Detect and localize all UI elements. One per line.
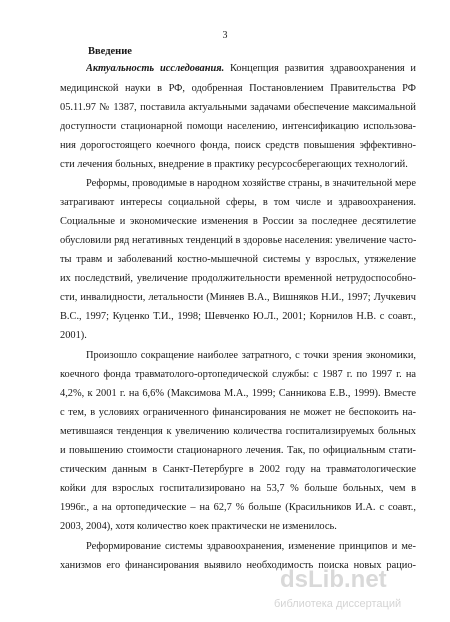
- paragraph-2-line: ты травм и заболеваний костно-мышечной системы у взрослых, утяжеление: [60, 254, 416, 265]
- site-watermark: [262, 566, 442, 616]
- paragraph-2-line: сти, инвалидности, летальности (Миняев В.А., Вишняков Н.И., 1997; Лучкевич: [60, 292, 416, 303]
- text-run: Концепция развития здравоохранения и: [224, 63, 416, 74]
- paragraph-2-line: их последствий, увеличение продолжительности временной нетрудоспособно-: [60, 273, 416, 284]
- lead-phrase: Актуальность исследования.: [86, 63, 225, 74]
- paragraph-3-line: 1996г., а на ортопедические – на 62,7 % больше (Красильников И.А. с соавт.,: [60, 502, 416, 513]
- paragraph-3-line: 4,2%, к 2001 г. на 6,6% (Максимова М.А., 1999; Санникова Е.В., 1999). Вместе: [60, 388, 416, 399]
- paragraph-1-line: сти лечения больных, внедрение в практику ресурсосберегающих технологий.: [60, 159, 408, 170]
- paragraph-1-line: ния дорогостоящего коечного фонда, поиск средств повышения эффективно-: [60, 140, 416, 151]
- paragraph-2-line: обусловили ряд негативных тенденций в здоровье населения: увеличение часто-: [60, 235, 416, 246]
- paragraph-3-line: Произошло сокращение наиболее затратного, с точки зрения экономики,: [86, 350, 416, 361]
- paragraph-1-line: [86, 62, 416, 75]
- paragraph-3-line: койки для взрослых госпитализировано на 53,7 % больше больных, чем в: [60, 483, 416, 494]
- paragraph-2-line: Реформы, проводимые в народном хозяйстве страны, в значительной мере: [86, 178, 416, 189]
- paragraph-1-line: 05.11.97 № 1387, поставила актуальными задачами обеспечение максимальной: [60, 102, 416, 113]
- section-heading: Введение: [88, 46, 132, 57]
- paragraph-2-line: затрагивают интересы социальной сферы, в том числе и здравоохранения.: [60, 197, 416, 208]
- paragraph-3-line: и повышению стоимости стационарного лечения. Так, по официальным стати-: [60, 445, 416, 456]
- watermark-logo: dsLib.net: [280, 566, 387, 593]
- paragraph-4-line: Реформирование системы здравоохранения, изменение принципов и ме-: [86, 541, 416, 552]
- page-number: 3: [222, 30, 228, 41]
- paragraph-2-line: Социальные и экономические изменения в России за последнее десятилетие: [60, 216, 416, 227]
- paragraph-3-line: с тем, в условиях ограниченного финансирования не может не беспокоить на-: [60, 407, 416, 418]
- paragraph-3-line: стическим данным в Санкт-Петербурге в 2002 году на травматологические: [60, 464, 416, 475]
- paragraph-1-line: доступности стационарной помощи населению, интенсификацию использова-: [60, 121, 416, 132]
- paragraph-3-line: метившаяся тенденция к увеличению количества госпитализируемых больных: [60, 426, 416, 437]
- paragraph-3-line: 2003, 2004), хотя количество коек практически не изменилось.: [60, 521, 337, 532]
- paragraph-1-line: медицинской науки в РФ, одобренная Постановлением Правительства РФ: [60, 83, 416, 94]
- paragraph-2-line: 2001).: [60, 330, 87, 341]
- paragraph-3-line: коечного фонда травматолого-ортопедической службы: с 1987 г. по 1997 г. на: [60, 369, 416, 380]
- watermark-caption: библиотека диссертаций: [274, 598, 402, 610]
- paragraph-2-line: В.С., 1997; Куценко Т.И., 1998; Шевченко Ю.Л., 2001; Корнилов Н.В. с соавт.,: [60, 311, 416, 322]
- paragraph-4-line: ханизмов его финансирования выявило необходимость поиска новых рацио-: [60, 560, 416, 571]
